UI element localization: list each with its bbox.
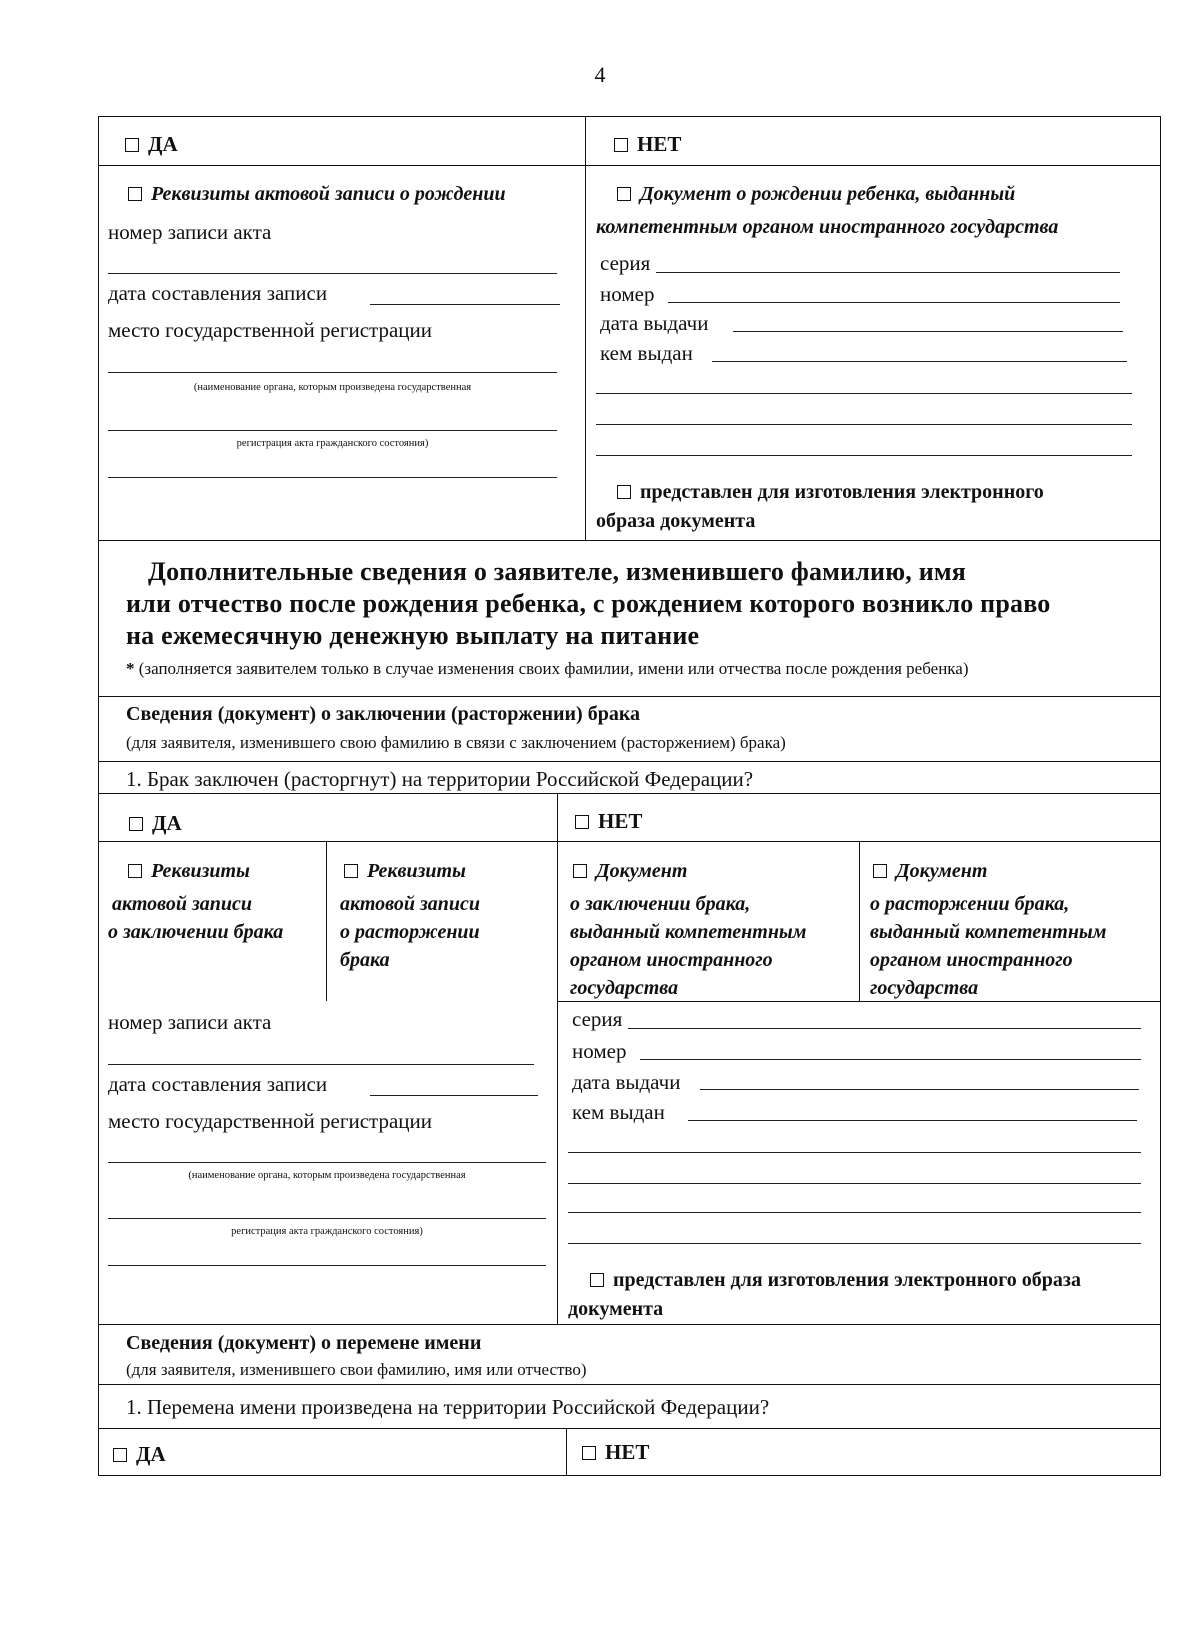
name-change-title: Сведения (документ) о перемене имени — [126, 1332, 482, 1354]
foreign-divorce-doc-label: органом иностранного — [870, 949, 1073, 971]
reg-place-hint: (наименование органа, которым произведена государственная — [193, 382, 472, 393]
marriage-issue-date-label: дата выдачи — [572, 1070, 681, 1094]
reg-place-line[interactable] — [108, 477, 557, 478]
foreign-divorce-doc-option[interactable]: Документ — [873, 860, 987, 883]
reg-place-line[interactable] — [108, 430, 557, 431]
additional-heading: Дополнительные сведения о заявителе, изменившего фамилию, имя — [148, 557, 967, 586]
foreign-marriage-doc-option[interactable]: Документ — [573, 860, 687, 883]
checkbox[interactable] — [128, 864, 142, 878]
divider — [98, 793, 1161, 794]
yes-option[interactable]: ДА — [125, 132, 178, 157]
name-change-yes-option[interactable]: ДА — [113, 1442, 166, 1467]
divider — [98, 696, 1161, 697]
marriage-reg-place-hint: регистрация акта гражданского состояния) — [231, 1226, 423, 1237]
foreign-divorce-doc-label: выданный компетентным — [870, 921, 1107, 943]
issued-by-label: кем выдан — [600, 341, 693, 365]
issued-by-line[interactable] — [596, 455, 1132, 456]
marriage-record-date-label: дата составления записи — [108, 1072, 328, 1096]
divider — [98, 1324, 1161, 1325]
checkbox[interactable] — [617, 485, 631, 499]
divider — [98, 841, 1161, 842]
marriage-yes-option[interactable]: ДА — [129, 811, 182, 836]
divider — [98, 761, 1161, 762]
electronic-copy-label: образа документа — [596, 510, 756, 532]
marriage-number-label: номер — [572, 1039, 627, 1063]
marriage-record-number-label: номер записи акта — [108, 1010, 272, 1034]
checkbox[interactable] — [873, 864, 887, 878]
name-change-subtitle: (для заявителя, изменившего свои фамилию, имя или отчество) — [126, 1360, 587, 1379]
divider — [566, 1428, 567, 1476]
marriage-issued-by-line[interactable] — [568, 1152, 1141, 1153]
marriage-record-number-line[interactable] — [108, 1064, 534, 1065]
checkbox[interactable] — [575, 815, 589, 829]
divider — [98, 165, 1161, 166]
no-option[interactable]: НЕТ — [614, 132, 681, 157]
checkbox[interactable] — [125, 138, 139, 152]
marriage-electronic-copy-option[interactable]: представлен для изготовления электронного образа — [590, 1269, 1081, 1292]
foreign-divorce-doc-label: государства — [870, 977, 979, 999]
divider — [859, 841, 860, 1001]
marriage-reg-place-line[interactable] — [108, 1265, 546, 1266]
marriage-issued-by-line[interactable] — [568, 1183, 1141, 1184]
number-label: номер — [600, 282, 655, 306]
divorce-record-label: актовой записи — [340, 893, 481, 915]
divorce-record-option[interactable]: Реквизиты — [344, 860, 466, 883]
foreign-marriage-doc-label: выданный компетентным — [570, 921, 807, 943]
foreign-divorce-doc-label: о расторжении брака, — [870, 893, 1070, 915]
marriage-reg-place-hint: (наименование органа, которым произведена государственная — [188, 1170, 466, 1181]
marriage-subtitle: (для заявителя, изменившего свою фамилию в связи с заключением (расторжением) брака) — [126, 733, 786, 752]
checkbox[interactable] — [590, 1273, 604, 1287]
divider — [557, 793, 558, 1324]
record-number-label: номер записи акта — [108, 220, 272, 244]
record-date-label: дата составления записи — [108, 281, 328, 305]
divider — [98, 1384, 1161, 1385]
issued-by-line[interactable] — [712, 361, 1127, 362]
number-line[interactable] — [668, 302, 1120, 303]
marriage-issue-date-line[interactable] — [700, 1089, 1139, 1090]
issued-by-line[interactable] — [596, 424, 1132, 425]
foreign-marriage-doc-label: органом иностранного — [570, 949, 773, 971]
divider — [326, 841, 327, 1001]
divider — [557, 1001, 1161, 1002]
divorce-record-label: о расторжении — [340, 921, 480, 943]
checkbox[interactable] — [573, 864, 587, 878]
issued-by-line[interactable] — [596, 393, 1132, 394]
name-change-question: 1. Перемена имени произведена на территории Российской Федерации? — [126, 1395, 770, 1419]
divider — [98, 1428, 1161, 1429]
checkbox[interactable] — [617, 187, 631, 201]
birth-record-option[interactable]: Реквизиты актовой записи о рождении — [128, 183, 506, 206]
page-number: 4 — [594, 62, 606, 87]
marriage-record-date-line[interactable] — [370, 1095, 538, 1096]
series-label: серия — [600, 251, 651, 275]
issue-date-label: дата выдачи — [600, 311, 709, 335]
additional-heading: или отчество после рождения ребенка, с рождением которого возникло право — [126, 589, 1051, 618]
divorce-record-label: брака — [340, 949, 390, 971]
marriage-issued-by-line[interactable] — [568, 1243, 1141, 1244]
marriage-record-label: о заключении брака — [108, 921, 284, 943]
checkbox[interactable] — [582, 1446, 596, 1460]
reg-place-hint: регистрация акта гражданского состояния) — [236, 438, 429, 449]
marriage-number-line[interactable] — [640, 1059, 1141, 1060]
marriage-question: 1. Брак заключен (расторгнут) на территории Российской Федерации? — [126, 767, 754, 791]
marriage-issued-by-label: кем выдан — [572, 1100, 665, 1124]
marriage-issued-by-line[interactable] — [688, 1120, 1137, 1121]
record-date-line[interactable] — [370, 304, 560, 305]
divider — [585, 116, 586, 541]
electronic-copy-option[interactable]: представлен для изготовления электронного — [617, 481, 1044, 504]
record-number-line[interactable] — [108, 273, 557, 274]
name-change-no-option[interactable]: НЕТ — [582, 1440, 649, 1465]
checkbox[interactable] — [113, 1448, 127, 1462]
issue-date-line[interactable] — [733, 331, 1123, 332]
marriage-title: Сведения (документ) о заключении (расторжении) брака — [126, 703, 641, 725]
marriage-issued-by-line[interactable] — [568, 1212, 1141, 1213]
divider — [98, 540, 1161, 541]
series-line[interactable] — [656, 272, 1120, 273]
foreign-marriage-doc-label: о заключении брака, — [570, 893, 751, 915]
marriage-series-line[interactable] — [628, 1028, 1141, 1029]
foreign-birth-doc-title: компетентным органом иностранного государства — [596, 216, 1059, 238]
marriage-reg-place-label: место государственной регистрации — [108, 1109, 432, 1133]
marriage-electronic-copy-label: документа — [568, 1298, 664, 1320]
additional-heading: на ежемесячную денежную выплату на питание — [126, 621, 700, 650]
checkbox[interactable] — [128, 187, 142, 201]
foreign-marriage-doc-label: государства — [570, 977, 679, 999]
foreign-birth-doc-option[interactable]: Документ о рождении ребенка, выданный — [617, 183, 1015, 206]
additional-note: * (заполняется заявителем только в случае изменения своих фамилии, имени или отчества после рождения ребенка) — [126, 659, 969, 678]
marriage-record-label: актовой записи — [112, 893, 253, 915]
reg-place-line[interactable] — [108, 372, 557, 373]
marriage-reg-place-line[interactable] — [108, 1162, 546, 1163]
marriage-series-label: серия — [572, 1007, 623, 1031]
checkbox[interactable] — [129, 817, 143, 831]
checkbox[interactable] — [344, 864, 358, 878]
marriage-no-option[interactable]: НЕТ — [575, 809, 642, 834]
reg-place-label: место государственной регистрации — [108, 318, 432, 342]
marriage-record-option[interactable]: Реквизиты — [128, 860, 250, 883]
checkbox[interactable] — [614, 138, 628, 152]
marriage-reg-place-line[interactable] — [108, 1218, 546, 1219]
